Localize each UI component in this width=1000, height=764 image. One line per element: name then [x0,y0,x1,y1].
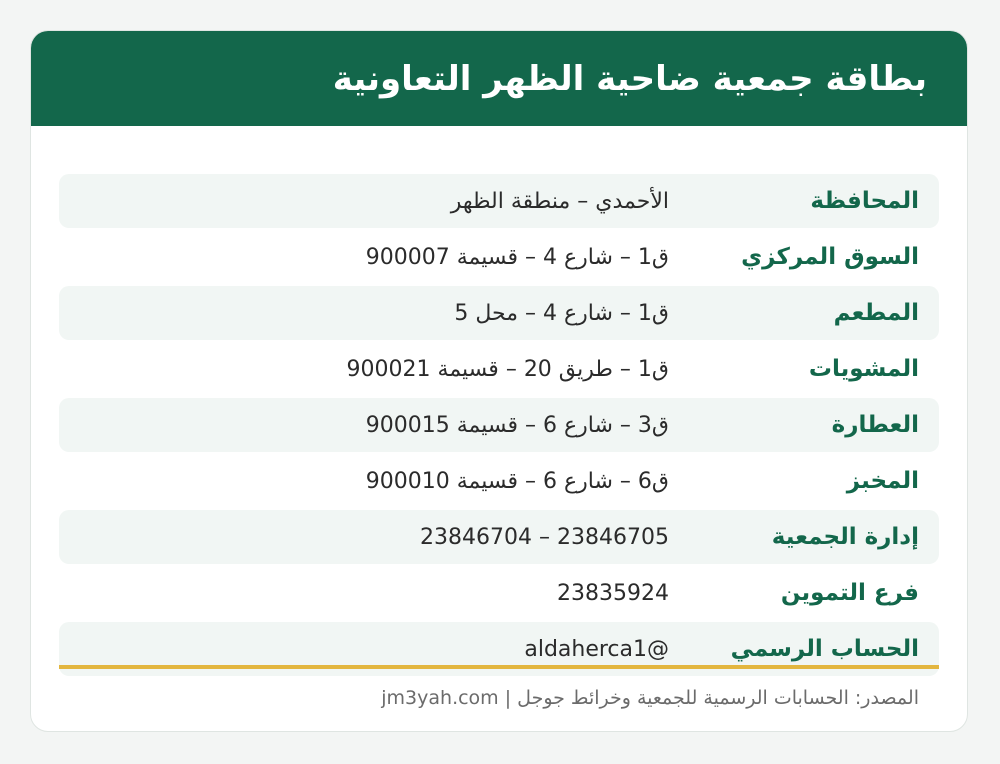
info-card [30,30,968,732]
row-value: 23835924 [557,580,669,606]
row-value: aldaherca1@ [524,636,669,662]
row-label: المطعم [833,300,919,326]
row-label: الحساب الرسمي [730,636,919,662]
row-label: المخبز [846,468,919,494]
row-central-market [59,230,939,284]
row-label: العطارة [831,412,919,438]
row-value: الأحمدي – منطقة الظهر [450,188,669,214]
card-header [31,31,967,126]
row-value: ق3 – شارع 6 – قسيمة 900015 [365,412,669,438]
row-value: ق6 – شارع 6 – قسيمة 900010 [365,468,669,494]
row-management [59,510,939,564]
row-bakery [59,454,939,508]
row-label: المحافظة [810,188,919,214]
row-value: 23846704 – 23846705 [420,524,669,550]
row-value: ق1 – شارع 4 – قسيمة 900007 [365,244,669,270]
row-label: فرع التموين [780,580,919,606]
info-rows [59,174,939,678]
row-value: ق1 – شارع 4 – محل 5 [454,300,669,326]
row-value: ق1 – طريق 20 – قسيمة 900021 [346,356,669,382]
row-spices [59,398,939,452]
row-governorate [59,174,939,228]
row-label: إدارة الجمعية [771,524,919,550]
card-title: بطاقة جمعية ضاحية الظهر التعاونية [332,58,927,99]
row-grills [59,342,939,396]
row-supply-branch [59,566,939,620]
row-label: المشويات [808,356,919,382]
source-note: المصدر: الحسابات الرسمية للجمعية وخرائط جوجل | jm3yah.com [381,687,919,709]
accent-divider [59,665,939,669]
row-label: السوق المركزي [741,244,919,270]
row-restaurant [59,286,939,340]
